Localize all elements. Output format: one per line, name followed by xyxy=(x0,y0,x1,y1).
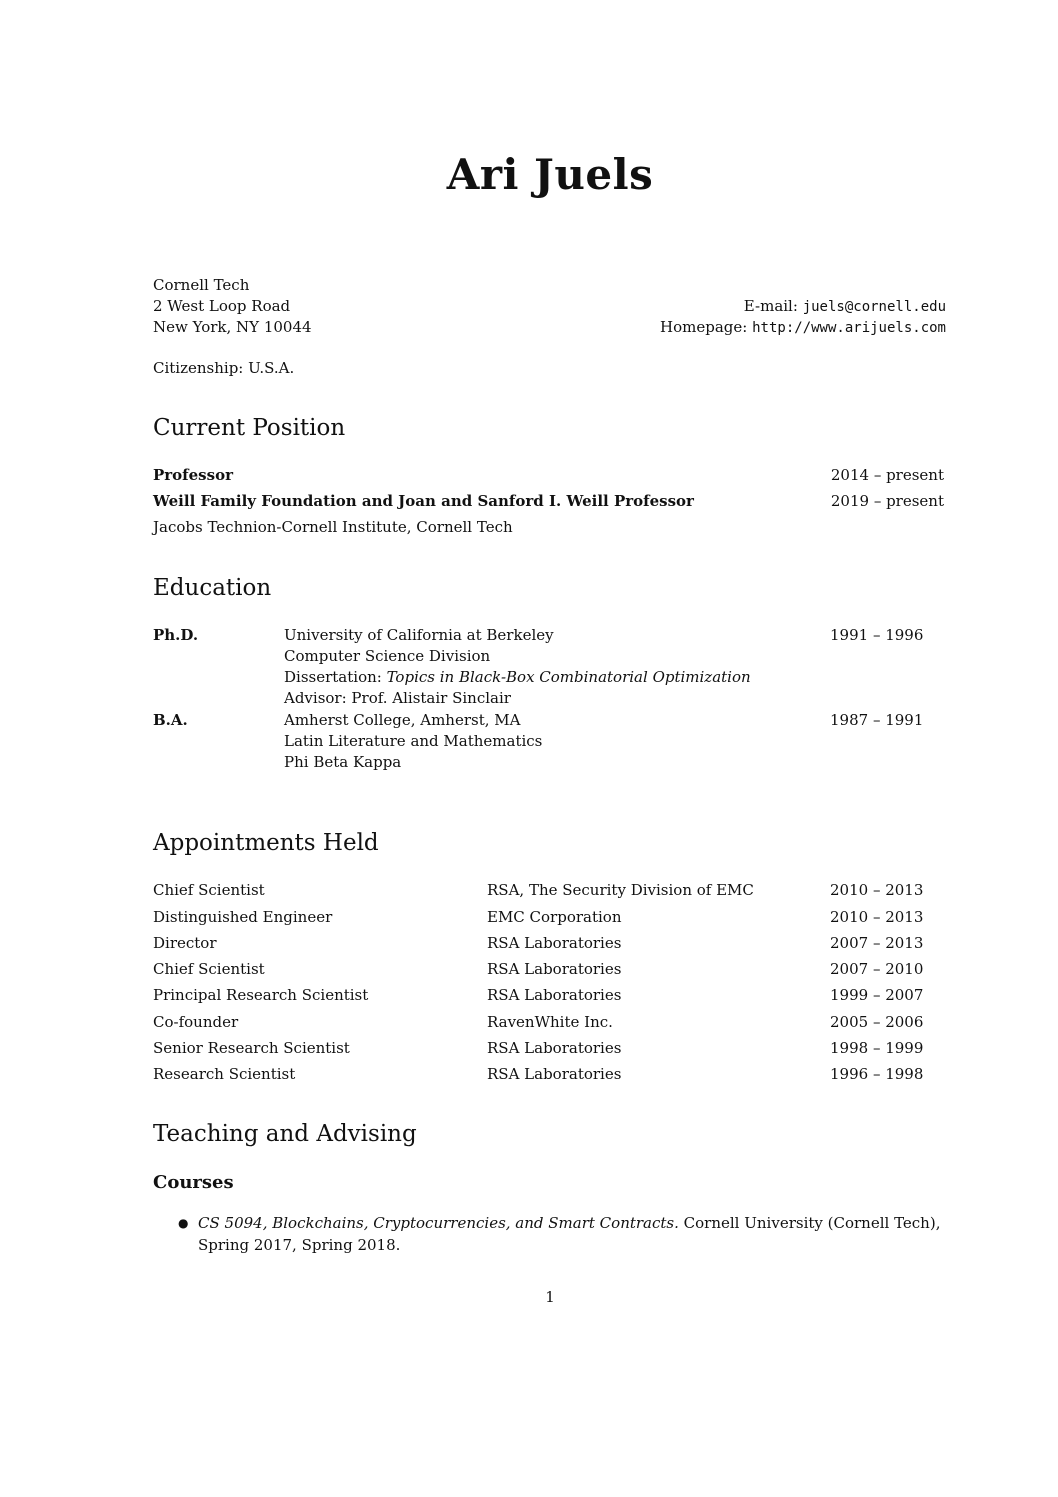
appointment-role: Director xyxy=(153,934,217,952)
degree-detail: Computer Science Division xyxy=(284,647,491,665)
appointment-dates: 2010 – 2013 xyxy=(830,908,924,926)
appointment-org: RSA Laboratories xyxy=(487,934,622,952)
appointment-dates: 2007 – 2013 xyxy=(830,934,924,952)
appointment-org: EMC Corporation xyxy=(487,908,622,926)
homepage-label: Homepage: xyxy=(660,318,748,336)
position-title: Weill Family Foundation and Joan and Sanford I. Weill Professor xyxy=(153,492,694,510)
appointment-dates: 1998 – 1999 xyxy=(830,1039,924,1057)
degree-honor: Phi Beta Kappa xyxy=(284,753,402,771)
degree-dates: 1987 – 1991 xyxy=(830,711,924,729)
email-link[interactable]: juels@cornell.edu xyxy=(802,299,946,315)
appointment-role: Distinguished Engineer xyxy=(153,908,333,926)
section-heading-current-position: Current Position xyxy=(153,415,346,441)
dissertation-title: Topics in Black-Box Combinatorial Optimization xyxy=(386,668,751,686)
appointment-org: RSA Laboratories xyxy=(487,986,622,1004)
appointment-role: Chief Scientist xyxy=(153,960,265,978)
position-dates: 2019 – present xyxy=(830,492,944,510)
appointment-role: Chief Scientist xyxy=(153,881,265,899)
position-dates: 2014 – present xyxy=(830,466,944,484)
appointment-role: Co-founder xyxy=(153,1013,239,1031)
page-number: 1 xyxy=(545,1288,555,1306)
address-line-3: New York, NY 10044 xyxy=(153,318,312,336)
position-affiliation: Jacobs Technion-Cornell Institute, Cornell Tech xyxy=(153,518,513,536)
course-institution: Cornell University (Cornell Tech), xyxy=(683,1214,941,1232)
appointment-org: RSA Laboratories xyxy=(487,1065,622,1083)
appointment-org: RavenWhite Inc. xyxy=(487,1013,613,1031)
degree-dissertation xyxy=(284,667,751,688)
degree-name: B.A. xyxy=(153,711,188,729)
email-label: E-mail: xyxy=(743,297,798,315)
homepage-line xyxy=(660,317,946,339)
bullet-icon: ● xyxy=(178,1216,189,1230)
degree-school: Amherst College, Amherst, MA xyxy=(284,711,521,729)
appointment-dates: 2010 – 2013 xyxy=(830,881,924,899)
appointment-dates: 1996 – 1998 xyxy=(830,1065,924,1083)
degree-advisor: Advisor: Prof. Alistair Sinclair xyxy=(284,689,511,707)
section-heading-teaching: Teaching and Advising xyxy=(153,1121,417,1147)
citizenship: Citizenship: U.S.A. xyxy=(153,359,295,377)
degree-name: Ph.D. xyxy=(153,626,199,644)
appointment-dates: 1999 – 2007 xyxy=(830,986,924,1004)
course-line-1 xyxy=(198,1213,940,1234)
course-title: CS 5094, Blockchains, Cryptocurrencies, and Smart Contracts. xyxy=(198,1214,679,1232)
appointment-org: RSA, The Security Division of EMC xyxy=(487,881,754,899)
appointment-role: Research Scientist xyxy=(153,1065,296,1083)
degree-school: University of California at Berkeley xyxy=(284,626,554,644)
homepage-link[interactable]: http://www.arijuels.com xyxy=(752,320,946,336)
appointment-dates: 2005 – 2006 xyxy=(830,1013,924,1031)
appointment-org: RSA Laboratories xyxy=(487,960,622,978)
appointment-org: RSA Laboratories xyxy=(487,1039,622,1057)
section-heading-education: Education xyxy=(153,575,272,601)
page-title: Ari Juels xyxy=(446,150,654,199)
email-line xyxy=(744,296,946,318)
appointment-dates: 2007 – 2010 xyxy=(830,960,924,978)
appointment-role: Principal Research Scientist xyxy=(153,986,369,1004)
position-title: Professor xyxy=(153,466,233,484)
degree-dates: 1991 – 1996 xyxy=(830,626,924,644)
subsection-heading-courses: Courses xyxy=(153,1172,234,1193)
appointment-role: Senior Research Scientist xyxy=(153,1039,350,1057)
degree-detail: Latin Literature and Mathematics xyxy=(284,732,543,750)
section-heading-appointments: Appointments Held xyxy=(153,830,379,856)
address-line-2: 2 West Loop Road xyxy=(153,297,291,315)
course-line-2: Spring 2017, Spring 2018. xyxy=(198,1236,401,1254)
dissertation-label: Dissertation: xyxy=(284,668,382,686)
address-line-1: Cornell Tech xyxy=(153,276,250,294)
